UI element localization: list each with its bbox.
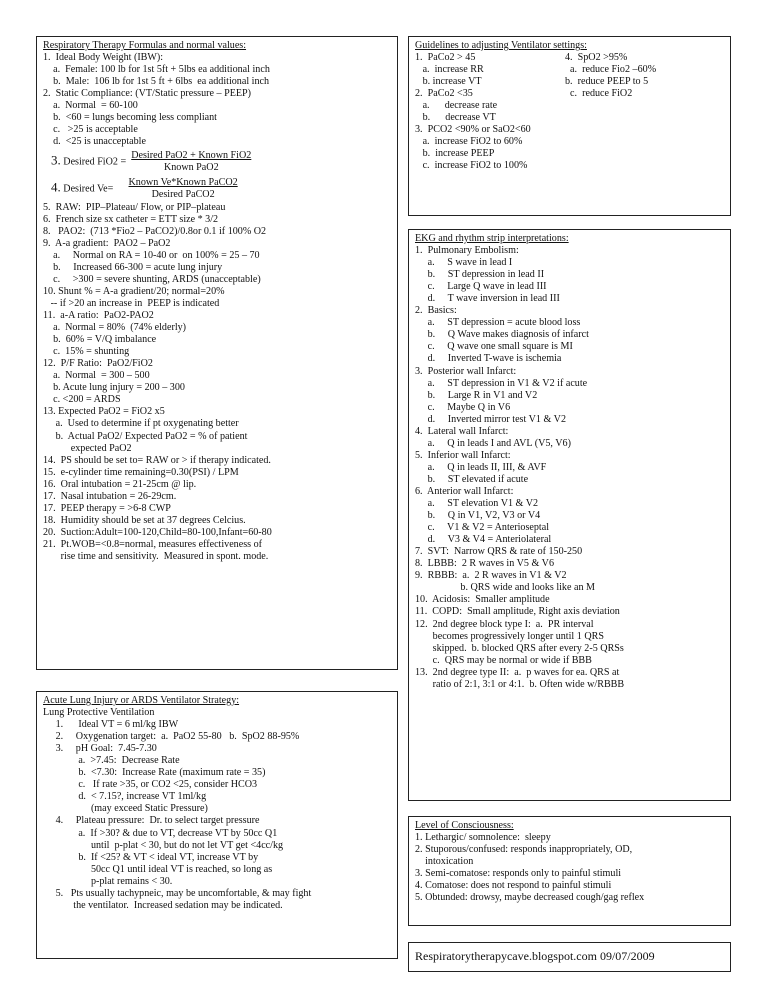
vent-line: c. reduce FiO2 — [565, 88, 633, 100]
loc-line: 3. Semi-comatose: responds only to painful stimuli — [415, 868, 622, 880]
ekg-line: 4. Lateral wall Infarct: — [415, 425, 509, 437]
loc-line: 1. Lethargic/ somnolence: sleepy — [415, 832, 551, 844]
ards-line: a. >7.45: Decrease Rate — [43, 755, 180, 767]
vent-line: a. decrease rate — [415, 100, 498, 112]
loc-title: Level of Consciousness: — [415, 820, 514, 831]
ards-line: (may exceed Static Pressure) — [43, 803, 208, 815]
formula-line: 5. RAW: PIP–Plateau/ Flow, or PIP–plateau — [43, 201, 226, 213]
ekg-line: c. Maybe Q in V6 — [415, 401, 511, 413]
ekg-line: b. Q Wave makes diagnosis of infarct — [415, 329, 589, 341]
ards-line: 2. Oxygenation target: a. PaO2 55-80 b. SpO2 88-95% — [43, 731, 300, 743]
vent-line: b. reduce PEEP to 5 — [565, 76, 649, 88]
fio2-denominator: Known PaO2 — [163, 162, 219, 174]
ekg-line: c. QRS may be normal or wide if BBB — [415, 654, 592, 666]
loc-section — [408, 816, 731, 926]
formula-line: b. Male: 106 lb for 1st 5 ft + 6lbs ea additional inch — [43, 76, 270, 88]
ekg-line: 5. Inferior wall Infarct: — [415, 449, 511, 461]
ekg-line: c. V1 & V2 = Anterioseptal — [415, 522, 550, 534]
vent-columns — [415, 52, 726, 172]
formulas-list-b — [43, 202, 393, 563]
loc-line: 4. Comatose: does not respond to painful stimuli — [415, 880, 612, 892]
formulas-title: Respiratory Therapy Formulas and normal values: — [43, 40, 247, 51]
formula-line: 15. e-cylinder time remaining=0.30(PSI) / LPM — [43, 466, 239, 478]
formula-line: 17. Nasal intubation = 26-29cm. — [43, 490, 177, 502]
vent-section — [408, 36, 731, 216]
ekg-line: d. Inverted T-wave is ischemia — [415, 353, 562, 365]
formula-line: -- if >20 an increase in PEEP is indicated — [43, 297, 220, 309]
ards-line: 1. Ideal VT = 6 ml/kg IBW — [43, 719, 179, 731]
formula-line: a. Used to determine if pt oxygenating better — [43, 418, 239, 430]
ekg-line: a. ST depression = acute blood loss — [415, 317, 581, 329]
ve-denominator: Desired PaCO2 — [151, 188, 215, 200]
ekg-line: b. ST elevated if acute — [415, 473, 529, 485]
formula-line: c. <200 = ARDS — [43, 394, 121, 406]
vent-line: 2. PaCo2 <35 — [415, 88, 473, 100]
footer-text: Respiratorytherapycave.blogspot.com 09/07/2009 — [415, 949, 655, 963]
ards-list — [43, 707, 393, 912]
ekg-line: b. Large R in V1 and V2 — [415, 389, 538, 401]
formula-line: 11. a-A ratio: PaO2-PAO2 — [43, 310, 154, 322]
formula-line: c. >300 = severe shunting, ARDS (unacceptable) — [43, 273, 261, 285]
vent-title: Guidelines to adjusting Ventilator settings: — [415, 40, 587, 51]
ekg-line: 12. 2nd degree block type I: a. PR interval — [415, 618, 594, 630]
formula-line: 2. Static Compliance: (VT/Static pressure – PEEP) — [43, 88, 252, 100]
loc-line: 2. Stuporous/confused: responds inappropriately, OD, — [415, 844, 633, 856]
formula-line: b. Actual PaO2/ Expected PaO2 = % of patient — [43, 430, 248, 442]
ards-title: Acute Lung Injury or ARDS Ventilator Strategy: — [43, 695, 240, 706]
vent-line: c. increase FiO2 to 100% — [415, 160, 528, 172]
formula-line: 17. PEEP therapy = >6-8 CWP — [43, 502, 171, 514]
ekg-line: a. ST elevation V1 & V2 — [415, 498, 539, 510]
formula-line: 18. Humidity should be set at 37 degrees Celcius. — [43, 514, 246, 526]
ards-line: the ventilator. Increased sedation may be indicated. — [43, 899, 283, 911]
ekg-line: 13. 2nd degree type II: a. p waves for ea. QRS at — [415, 666, 620, 678]
formula-line: 13. Expected PaO2 = FiO2 x5 — [43, 406, 165, 418]
formula-line: b. Acute lung injury = 200 – 300 — [43, 382, 185, 394]
fio2-number: 3. — [51, 152, 61, 168]
formula-line: b. 60% = V/Q imbalance — [43, 334, 157, 346]
ve-number: 4. — [51, 178, 61, 194]
ekg-line: b. ST depression in lead II — [415, 269, 545, 281]
ekg-line: ratio of 2:1, 3:1 or 4:1. b. Often wide w/RBBB — [415, 678, 625, 690]
ekg-line: 9. RBBB: a. 2 R waves in V1 & V2 — [415, 570, 567, 582]
formula-line: a. Normal = 300 – 500 — [43, 370, 150, 382]
formula-line: rise time and sensitivity. Measured in spont. mode. — [43, 550, 269, 562]
vent-line: b. increase VT — [415, 76, 482, 88]
formula-line: 8. PAO2: (713 *Fio2 – PaCO2)/0.8or 0.1 if 100% O2 — [43, 225, 267, 237]
ards-line: b. <7.30: Increase Rate (maximum rate = 35) — [43, 767, 266, 779]
ekg-line: a. ST depression in V1 & V2 if acute — [415, 377, 588, 389]
ekg-line: b. Q in V1, V2, V3 or V4 — [415, 510, 541, 522]
formula-line: expected PaO2 — [43, 442, 132, 454]
vent-line: b. increase PEEP — [415, 148, 495, 160]
ekg-line: 1. Pulmonary Embolism: — [415, 245, 519, 257]
ekg-line: 10. Acidosis: Smaller amplitude — [415, 594, 550, 606]
ekg-line: c. Large Q wave in lead III — [415, 281, 547, 293]
ekg-list — [415, 245, 726, 691]
formula-line: a. Normal = 80% (74% elderly) — [43, 322, 187, 334]
ekg-line: d. V3 & V4 = Anteriolateral — [415, 534, 552, 546]
ve-formula — [51, 177, 393, 201]
vent-col-right — [565, 52, 656, 172]
vent-col-left — [415, 52, 565, 172]
ards-line: d. < 7.15?, increase VT 1ml/kg — [43, 791, 207, 803]
ve-numerator: Known Ve*Known PaCO2 — [128, 176, 238, 188]
ekg-line: a. Q in leads I and AVL (V5, V6) — [415, 437, 571, 449]
ve-fraction — [129, 177, 238, 201]
ekg-line: d. T wave inversion in lead III — [415, 293, 560, 305]
ards-line: until p-plat < 30, but do not let VT get <4cc/kg — [43, 839, 284, 851]
formulas-section — [36, 36, 398, 670]
ards-line: 50cc Q1 until ideal VT is reached, so long as — [43, 863, 273, 875]
formula-line: 20. Suction:Adult=100-120,Child=80-100,Infant=60-80 — [43, 526, 272, 538]
ekg-line: c. Q wave one small square is MI — [415, 341, 573, 353]
formula-line: a. Normal on RA = 10-40 or on 100% = 25 – 70 — [43, 249, 260, 261]
formula-line: 21. Pt.WOB=<0.8=normal, measures effectiveness of — [43, 538, 262, 550]
vent-line: a. increase RR — [415, 64, 484, 76]
ards-line: 5. Pts usually tachypneic, may be uncomfortable, & may fight — [43, 887, 312, 899]
ards-line: c. If rate >35, or CO2 <25, consider HCO3 — [43, 779, 258, 791]
formula-line: 1. Ideal Body Weight (IBW): — [43, 52, 164, 64]
ekg-line: a. Q in leads II, III, & AVF — [415, 461, 547, 473]
formula-line: 16. Oral intubation = 21-25cm @ lip. — [43, 478, 197, 490]
ards-line: 3. pH Goal: 7.45-7.30 — [43, 743, 157, 755]
loc-line: 5. Obtunded: drowsy, maybe decreased cough/gag reflex — [415, 892, 645, 904]
ards-line: 4. Plateau pressure: Dr. to select target pressure — [43, 815, 260, 827]
ekg-line: skipped. b. blocked QRS after every 2-5 QRSs — [415, 642, 624, 654]
vent-line: b. decrease VT — [415, 112, 496, 124]
ards-line: a. If >30? & due to VT, decrease VT by 50cc Q1 — [43, 827, 278, 839]
ekg-line: becomes progressively longer until 1 QRS — [415, 630, 604, 642]
formula-line: d. <25 is unacceptable — [43, 136, 146, 148]
formula-line: c. 15% = shunting — [43, 346, 130, 358]
vent-line: a. increase FiO2 to 60% — [415, 136, 523, 148]
formula-line: 10. Shunt % = A-a gradient/20; normal=20% — [43, 285, 225, 297]
ekg-title: EKG and rhythm strip interpretations: — [415, 233, 569, 244]
ards-section — [36, 691, 398, 959]
ards-line: p-plat remains < 30. — [43, 875, 173, 887]
formula-line: c. >25 is acceptable — [43, 124, 138, 136]
formula-line: a. Normal = 60-100 — [43, 100, 138, 112]
vent-line: a. reduce Fio2 –60% — [565, 64, 657, 76]
fio2-lhs: Desired FiO2 = — [63, 156, 129, 168]
ekg-line: 6. Anterior wall Infarct: — [415, 485, 514, 497]
fio2-numerator: Desired PaO2 + Known FiO2 — [131, 150, 252, 162]
ards-line: b. If <25? & VT < ideal VT, increase VT by — [43, 851, 259, 863]
vent-line: 3. PCO2 <90% or SaO2<60 — [415, 124, 531, 136]
vent-line: 1. PaCo2 > 45 — [415, 52, 476, 64]
formula-line: 12. P/F Ratio: PaO2/FiO2 — [43, 358, 153, 370]
loc-list — [415, 832, 726, 904]
ekg-line: 3. Posterior wall Infarct: — [415, 365, 517, 377]
formula-line: 9. A-a gradient: PAO2 – PaO2 — [43, 237, 171, 249]
formulas-list-a — [43, 52, 393, 148]
formula-line: a. Female: 100 lb for 1st 5ft + 5lbs ea additional inch — [43, 64, 270, 76]
formula-line: 14. PS should be set to= RAW or > if therapy indicated. — [43, 454, 271, 466]
ards-line: Lung Protective Ventilation — [43, 707, 155, 719]
ekg-section — [408, 229, 731, 801]
ekg-line: 7. SVT: Narrow QRS & rate of 150-250 — [415, 546, 583, 558]
ekg-line: a. S wave in lead I — [415, 257, 513, 269]
formula-line: b. Increased 66-300 = acute lung injury — [43, 261, 223, 273]
footer-section — [408, 942, 731, 972]
formula-line: b. <60 = lungs becoming less compliant — [43, 112, 217, 124]
formula-line: 6. French size sx catheter = ETT size * 3/2 — [43, 213, 219, 225]
ekg-line: d. Inverted mirror test V1 & V2 — [415, 413, 567, 425]
ekg-line: 11. COPD: Small amplitude, Right axis deviation — [415, 606, 620, 618]
ekg-line: b. QRS wide and looks like an M — [415, 582, 595, 594]
ekg-line: 8. LBBB: 2 R waves in V5 & V6 — [415, 558, 554, 570]
ekg-line: 2. Basics: — [415, 305, 457, 317]
loc-line: intoxication — [415, 856, 474, 868]
ve-lhs: Desired Ve= — [63, 182, 126, 194]
fio2-formula — [51, 150, 393, 174]
fio2-fraction — [131, 150, 251, 174]
vent-line: 4. SpO2 >95% — [565, 52, 628, 64]
